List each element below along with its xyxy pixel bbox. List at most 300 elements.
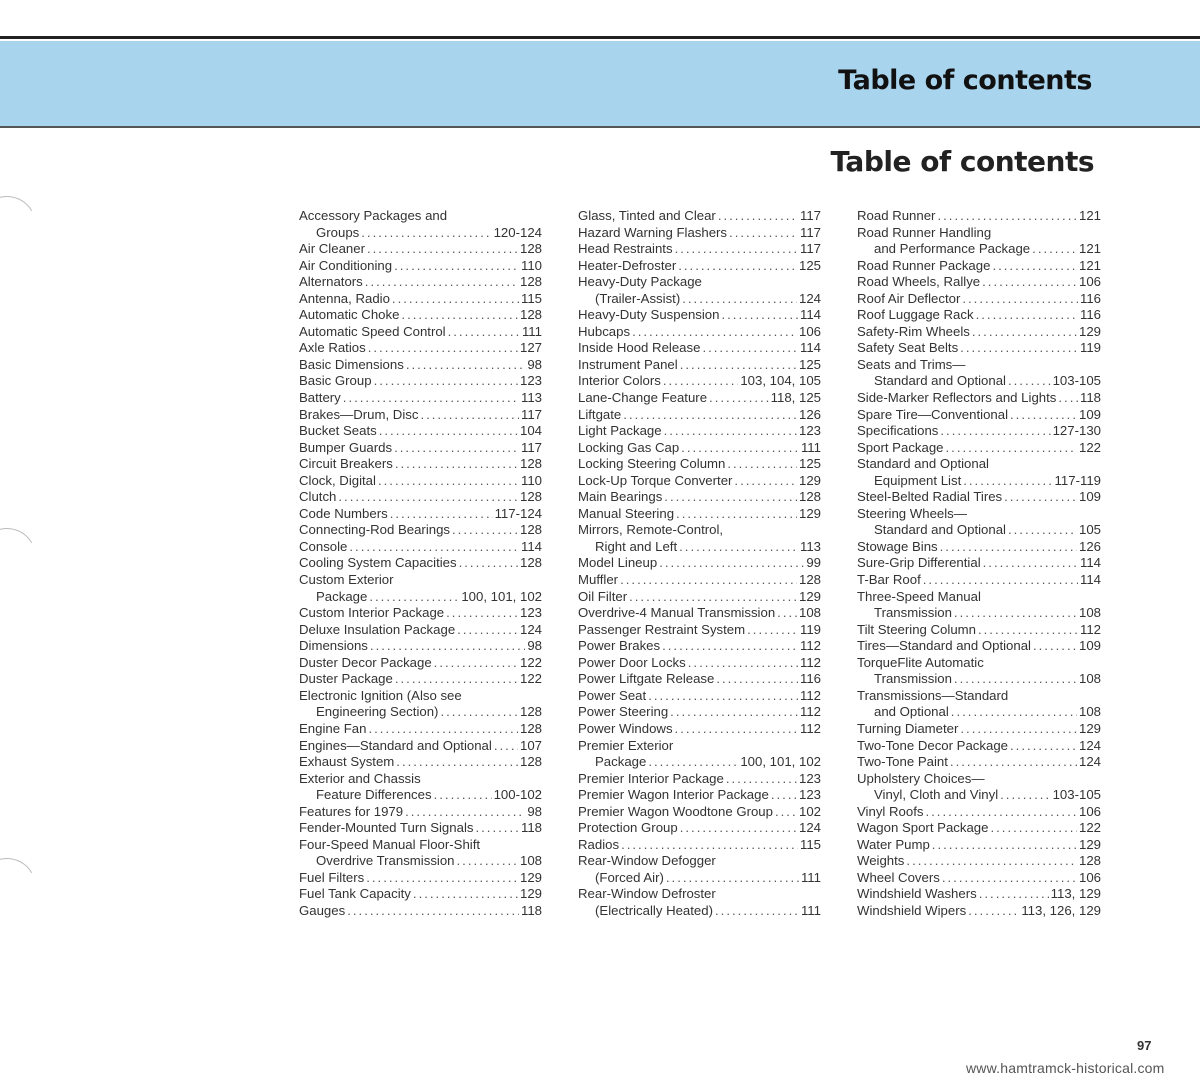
index-entry	[578, 787, 821, 804]
dot-leader	[662, 638, 798, 655]
index-entry-label: Turning Diameter	[857, 720, 959, 736]
index-entry-page: 121	[1078, 257, 1101, 273]
index-entry-label: Head Restraints	[578, 241, 673, 257]
index-entry-page: 109	[1078, 406, 1101, 422]
index-entry	[857, 258, 1101, 275]
index-entry-label: Rear-Window Defogger	[578, 853, 716, 869]
index-entry-label: Hazard Warning Flashers	[578, 224, 728, 240]
dot-leader	[1010, 407, 1077, 424]
index-entry-label: Deluxe Insulation Package	[299, 621, 456, 637]
index-entry-label: Radios	[578, 836, 620, 852]
index-entry-label: Air Conditioning	[299, 257, 393, 273]
index-entry	[299, 489, 542, 506]
binder-hole-icon	[0, 189, 43, 260]
index-entry	[299, 506, 542, 523]
index-entry	[857, 539, 1101, 556]
index-entry	[299, 853, 542, 870]
index-entry-page: 128	[519, 754, 542, 770]
index-entry-label: and Performance Package	[874, 241, 1031, 257]
index-entry-page: 100, 101, 102	[740, 754, 821, 770]
index-entry-label: Premier Interior Package	[578, 770, 724, 786]
index-entry-label: Electronic Ignition (Also see	[299, 687, 462, 703]
index-entry-page: 117	[799, 224, 821, 240]
index-entry	[857, 704, 1101, 721]
dot-leader	[440, 704, 518, 721]
index-entry-label: Feature Differences	[316, 787, 432, 803]
index-entry	[857, 407, 1101, 424]
index-entry-label: Package	[316, 588, 368, 604]
index-entry-label: Gauges	[299, 902, 346, 918]
index-entry-label: Side-Marker Reflectors and Lights	[857, 390, 1057, 406]
index-entry	[857, 555, 1101, 572]
index-entry-label: Roof Luggage Rack	[857, 307, 974, 323]
index-entry	[857, 357, 1101, 374]
index-entry	[578, 870, 821, 887]
index-entry-label: Mirrors, Remote-Control,	[578, 522, 724, 538]
index-entry-page: 128	[519, 307, 542, 323]
dot-leader	[775, 804, 797, 821]
dot-leader	[1000, 787, 1050, 804]
index-entry-label: Clutch	[299, 489, 337, 505]
index-entry	[299, 555, 542, 572]
index-entry-page: 109	[1078, 638, 1101, 654]
index-entry-page: 108	[1078, 671, 1101, 687]
index-entry-page: 103-105	[1052, 373, 1101, 389]
dot-leader	[675, 241, 798, 258]
index-column-3	[857, 208, 1101, 920]
index-entry-label: Road Wheels, Rallye	[857, 274, 981, 290]
index-entry	[299, 539, 542, 556]
index-entry	[857, 820, 1101, 837]
index-entry-label: Premier Wagon Woodtone Group	[578, 803, 773, 819]
index-entry-label: Heavy-Duty Suspension	[578, 307, 720, 323]
dot-leader	[954, 671, 1077, 688]
index-entry-page: 129	[1078, 836, 1101, 852]
index-entry	[857, 274, 1101, 291]
index-entry	[578, 473, 821, 490]
index-entry-page: 102	[798, 803, 821, 819]
index-entry	[857, 655, 1101, 672]
index-entry-label: Model Lineup	[578, 555, 658, 571]
index-entry	[299, 340, 542, 357]
index-entry-page: 108	[1078, 704, 1101, 720]
index-column-1	[299, 208, 542, 920]
dot-leader	[983, 555, 1078, 572]
dot-leader	[676, 506, 797, 523]
index-entry	[578, 771, 821, 788]
index-entry-page: 112	[1079, 621, 1101, 637]
dot-leader	[343, 390, 519, 407]
index-entry	[299, 307, 542, 324]
dot-leader	[413, 886, 518, 903]
index-entry-page: 114	[1079, 572, 1101, 588]
index-entry	[578, 291, 821, 308]
index-entry-page: 129	[1078, 720, 1101, 736]
index-entry-page: 117	[520, 406, 542, 422]
dot-leader	[960, 721, 1077, 738]
index-entry	[299, 572, 542, 589]
index-entry	[299, 787, 542, 804]
index-entry	[299, 456, 542, 473]
index-entry-page: 129	[519, 869, 542, 885]
index-entry	[857, 208, 1101, 225]
index-entry-page: 121	[1078, 241, 1101, 257]
index-entry-page: 119	[1079, 340, 1101, 356]
index-entry-label: Standard and Optional	[857, 456, 989, 472]
index-entry-label: (Electrically Heated)	[595, 902, 713, 918]
index-entry	[299, 357, 542, 374]
index-column-2	[578, 208, 821, 920]
index-entry	[578, 324, 821, 341]
index-entry-page: 116	[1079, 307, 1101, 323]
index-entry	[578, 638, 821, 655]
dot-leader	[1058, 390, 1078, 407]
index-entry-label: Clock, Digital	[299, 472, 376, 488]
index-entry	[299, 721, 542, 738]
index-entry	[299, 903, 542, 920]
dot-leader	[374, 373, 518, 390]
index-entry	[857, 241, 1101, 258]
index-entry-page: 117	[799, 208, 821, 223]
index-entry-label: Upholstery Choices—	[857, 770, 985, 786]
index-entry-page: 106	[1078, 869, 1101, 885]
index-entry-label: Sport Package	[857, 439, 944, 455]
index-entry-page: 123	[519, 373, 542, 389]
index-entry-page: 126	[798, 406, 821, 422]
index-entry-page: 123	[798, 423, 821, 439]
index-entry	[299, 688, 542, 705]
index-entry-page: 112	[799, 654, 821, 670]
index-entry-page: 122	[519, 654, 542, 670]
index-entry-label: Lock-Up Torque Converter	[578, 472, 733, 488]
dot-leader	[623, 407, 797, 424]
index-entry-label: Windshield Wipers	[857, 902, 967, 918]
index-entry-label: Light Package	[578, 423, 662, 439]
index-entry-page: 125	[798, 356, 821, 372]
index-entry	[857, 754, 1101, 771]
dot-leader	[734, 473, 797, 490]
index-entry-label: Axle Ratios	[299, 340, 366, 356]
index-entry-label: Fuel Tank Capacity	[299, 886, 411, 902]
index-entry-page: 128	[519, 274, 542, 290]
index-entry-page: 114	[799, 340, 821, 356]
dot-leader	[727, 456, 797, 473]
index-entry-label: Water Pump	[857, 836, 930, 852]
index-entry-label: (Trailer-Assist)	[595, 290, 681, 306]
index-entry	[857, 671, 1101, 688]
index-entry-page: 128	[519, 489, 542, 505]
index-entry	[299, 258, 542, 275]
index-entry-page: 100-102	[493, 787, 542, 803]
dot-leader	[982, 274, 1077, 291]
index-entry-page: 128	[798, 489, 821, 505]
index-entry	[578, 390, 821, 407]
index-entry	[299, 738, 542, 755]
index-entry	[857, 787, 1101, 804]
index-entry-page: 113	[799, 538, 821, 554]
index-entry	[578, 738, 821, 755]
dot-leader	[906, 853, 1077, 870]
index-entry-label: Air Cleaner	[299, 241, 365, 257]
index-entry-label: Roof Air Deflector	[857, 290, 961, 306]
index-entry-page: 123	[519, 605, 542, 621]
dot-leader	[390, 506, 493, 523]
index-entry-page: 129	[798, 588, 821, 604]
index-entry	[857, 324, 1101, 341]
index-entry-label: Accessory Packages and	[299, 208, 448, 223]
index-entry	[857, 622, 1101, 639]
index-entry-page: 117-119	[1054, 472, 1101, 488]
dot-leader	[718, 208, 798, 225]
index-entry	[578, 423, 821, 440]
index-entry	[857, 638, 1101, 655]
dot-leader	[366, 870, 518, 887]
index-entry-label: Two-Tone Decor Package	[857, 737, 1008, 753]
index-entry	[299, 655, 542, 672]
dot-leader	[925, 804, 1077, 821]
index-entry-page: 98	[527, 356, 542, 372]
dot-leader	[1032, 241, 1077, 258]
index-entry-page: 129	[798, 472, 821, 488]
index-entry-label: Groups	[316, 224, 360, 240]
index-entry	[299, 605, 542, 622]
index-entry-page: 124	[1078, 737, 1101, 753]
dot-leader	[715, 903, 799, 920]
index-entry	[299, 820, 542, 837]
dot-leader	[378, 473, 519, 490]
index-entry-label: Antenna, Radio	[299, 290, 390, 306]
dot-leader	[648, 754, 738, 771]
index-entry	[299, 241, 542, 258]
index-entry-label: (Forced Air)	[595, 869, 664, 885]
index-entry-label: Hubcaps	[578, 323, 631, 339]
index-entry	[578, 671, 821, 688]
index-entry-label: Road Runner Package	[857, 257, 991, 273]
dot-leader	[771, 787, 797, 804]
index-entry-label: Main Bearings	[578, 489, 663, 505]
index-entry-label: TorqueFlite Automatic	[857, 654, 984, 670]
index-entry-label: Basic Group	[299, 373, 372, 389]
index-entry	[857, 688, 1101, 705]
index-entry	[299, 837, 542, 854]
index-entry-page: 112	[799, 704, 821, 720]
index-entry-page: 128	[519, 241, 542, 257]
dot-leader	[370, 638, 525, 655]
index-entry-label: Tires—Standard and Optional	[857, 638, 1031, 654]
index-entry-page: 128	[519, 555, 542, 571]
index-entry	[578, 506, 821, 523]
index-entry-page: 126	[1078, 538, 1101, 554]
dot-leader	[960, 340, 1078, 357]
index-entry	[857, 804, 1101, 821]
index-entry-label: Glass, Tinted and Clear	[578, 208, 716, 223]
index-entry-label: Steering Wheels—	[857, 505, 967, 521]
index-entry	[857, 771, 1101, 788]
index-entry-page: 108	[798, 605, 821, 621]
index-entry-label: Standard and Optional	[874, 373, 1006, 389]
dot-leader	[361, 225, 491, 242]
index-entry-label: Transmissions—Standard	[857, 687, 1009, 703]
index-entry-page: 113	[520, 390, 542, 406]
dot-leader	[420, 407, 519, 424]
index-entry-label: Oil Filter	[578, 588, 628, 604]
dot-leader	[702, 340, 798, 357]
dot-leader	[664, 423, 797, 440]
dot-leader	[452, 522, 518, 539]
dot-leader	[678, 258, 797, 275]
index-entry-page: 129	[1078, 323, 1101, 339]
dot-leader	[434, 787, 492, 804]
index-entry	[578, 721, 821, 738]
index-entry-page: 129	[798, 505, 821, 521]
index-entry-page: 123	[798, 787, 821, 803]
index-entry-label: Road Runner	[857, 208, 936, 223]
index-entry-label: Package	[595, 754, 647, 770]
index-entry-label: Automatic Choke	[299, 307, 400, 323]
dot-leader	[648, 688, 798, 705]
index-entry-page: 128	[519, 704, 542, 720]
index-entry-page: 117-124	[494, 505, 542, 521]
index-entry-page: 124	[798, 290, 821, 306]
dot-leader	[721, 307, 797, 324]
index-entry-label: Custom Exterior	[299, 572, 394, 588]
index-entry	[857, 456, 1101, 473]
index-entry-label: Transmission	[874, 605, 952, 621]
index-entry	[578, 903, 821, 920]
index-entry	[857, 373, 1101, 390]
index-entry	[857, 340, 1101, 357]
dot-leader	[940, 423, 1050, 440]
index-entry-label: Engine Fan	[299, 720, 367, 736]
index-entry-label: Engineering Section)	[316, 704, 439, 720]
dot-leader	[940, 539, 1077, 556]
index-entry	[857, 572, 1101, 589]
index-entry-label: Power Liftgate Release	[578, 671, 715, 687]
dot-leader	[494, 738, 518, 755]
index-entry-label: Overdrive-4 Manual Transmission	[578, 605, 776, 621]
index-entry-page: 127	[519, 340, 542, 356]
index-entry	[578, 373, 821, 390]
dot-leader	[446, 605, 518, 622]
index-entry-label: Transmission	[874, 671, 952, 687]
index-entry-label: Three-Speed Manual	[857, 588, 981, 604]
index-entry-page: 108	[519, 853, 542, 869]
index-entry-page: 106	[798, 323, 821, 339]
dot-leader	[395, 456, 518, 473]
index-entry-label: Manual Steering	[578, 505, 675, 521]
index-entry-page: 114	[1079, 555, 1101, 571]
dot-leader	[978, 622, 1078, 639]
index-entry	[578, 572, 821, 589]
index-entry	[578, 605, 821, 622]
index-entry-label: Engines—Standard and Optional	[299, 737, 492, 753]
dot-leader	[962, 291, 1078, 308]
index-entry	[578, 754, 821, 771]
index-entry-label: Stowage Bins	[857, 538, 938, 554]
index-entry-label: Four-Speed Manual Floor-Shift	[299, 836, 481, 852]
dot-leader	[457, 853, 518, 870]
index-entry	[857, 225, 1101, 242]
index-entry-label: Dimensions	[299, 638, 368, 654]
dot-leader	[394, 440, 519, 457]
index-entry-label: Weights	[857, 853, 905, 869]
index-entry	[299, 440, 542, 457]
dot-leader	[679, 539, 798, 556]
index-entry	[857, 291, 1101, 308]
dot-leader	[632, 324, 797, 341]
index-entry	[578, 258, 821, 275]
index-entry-page: 122	[1078, 820, 1101, 836]
dot-leader	[459, 555, 518, 572]
index-entry	[857, 423, 1101, 440]
index-entry-label: Console	[299, 538, 348, 554]
index-entry-page: 123	[798, 770, 821, 786]
index-entry-page: 118	[520, 820, 542, 836]
index-entry-label: Protection Group	[578, 820, 678, 836]
index-entry	[578, 622, 821, 639]
dot-leader	[682, 291, 797, 308]
dot-leader	[990, 820, 1077, 837]
index-entry-label: T-Bar Roof	[857, 572, 921, 588]
index-entry-label: Premier Wagon Interior Package	[578, 787, 769, 803]
index-entry-page: 113, 129	[1050, 886, 1101, 902]
index-entry-label: Alternators	[299, 274, 363, 290]
index-entry-page: 116	[799, 671, 821, 687]
dot-leader	[395, 671, 518, 688]
index-entry-label: Exterior and Chassis	[299, 770, 421, 786]
binder-hole-icon	[0, 851, 43, 922]
index-entry	[578, 407, 821, 424]
index-entry	[299, 589, 542, 606]
index-entry-page: 103-105	[1052, 787, 1101, 803]
dot-leader	[932, 837, 1077, 854]
index-entry	[299, 622, 542, 639]
index-entry-label: Standard and Optional	[874, 522, 1006, 538]
index-entry-page: 103, 104, 105	[740, 373, 821, 389]
index-entry-label: Rear-Window Defroster	[578, 886, 716, 902]
index-entry	[578, 208, 821, 225]
index-entry	[299, 804, 542, 821]
index-entry-page: 111	[800, 439, 821, 455]
index-entry-label: Tilt Steering Column	[857, 621, 976, 637]
index-entry	[299, 291, 542, 308]
index-entry-page: 118, 125	[770, 390, 821, 406]
dot-leader	[1008, 373, 1051, 390]
index-entry-label: Bumper Guards	[299, 439, 393, 455]
dot-leader	[680, 820, 797, 837]
index-entry-page: 109	[1078, 489, 1101, 505]
dot-leader	[972, 324, 1077, 341]
dot-leader	[1008, 522, 1077, 539]
index-entry-page: 98	[527, 638, 542, 654]
index-entry	[299, 638, 542, 655]
index-entry-page: 98	[527, 803, 542, 819]
index-entry	[578, 340, 821, 357]
index-entry-page: 114	[799, 307, 821, 323]
index-entry-page: 114	[520, 538, 542, 554]
index-entry	[578, 539, 821, 556]
index-entry-label: Battery	[299, 390, 341, 406]
index-entry-label: Code Numbers	[299, 505, 388, 521]
index-entry-page: 124	[519, 621, 542, 637]
dot-leader	[475, 820, 519, 837]
dot-leader	[368, 340, 518, 357]
index-entry-page: 107	[519, 737, 542, 753]
index-entry	[857, 886, 1101, 903]
index-entry	[578, 589, 821, 606]
index-entry-page: 104	[519, 423, 542, 439]
index-entry	[299, 274, 542, 291]
